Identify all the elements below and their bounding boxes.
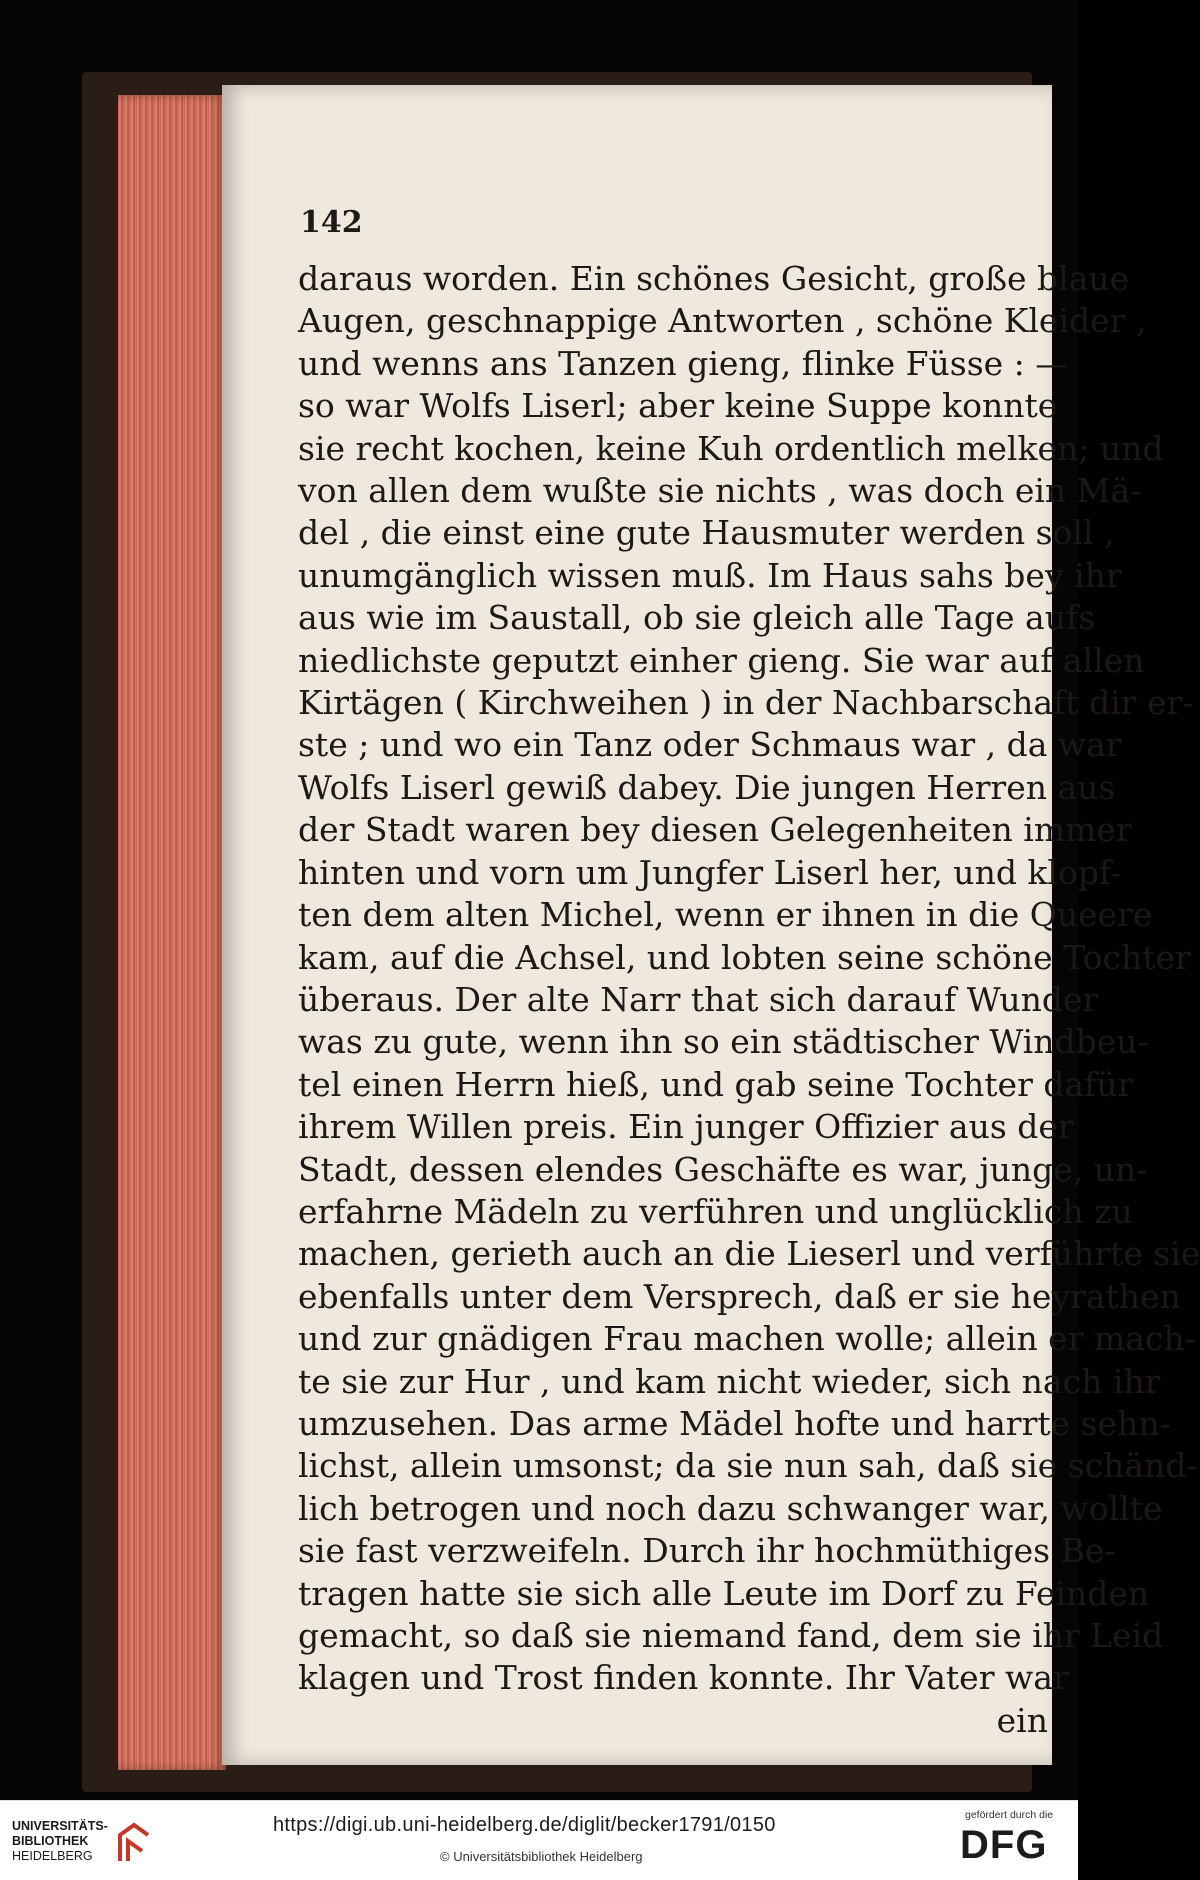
text-line: und zur gnädigen Frau machen wolle; allein er mach- <box>298 1319 1196 1359</box>
page-number: 142 <box>300 205 363 240</box>
text-line: klagen und Trost finden konnte. Ihr Vater war <box>298 1658 1069 1698</box>
viewer-footer <box>0 1800 1078 1880</box>
text-line: tel einen Herrn hieß, und gab seine Tochter dafür <box>298 1064 1134 1104</box>
page-edges-red <box>118 95 226 1770</box>
text-line: überaus. Der alte Narr that sich darauf Wunder <box>298 979 1099 1019</box>
text-line: so war Wolfs Liserl; aber keine Suppe konnte <box>298 386 1058 426</box>
text-line: Wolfs Liserl gewiß dabey. Die jungen Herren aus <box>298 767 1116 807</box>
text-line: daraus worden. Ein schönes Gesicht, große blaue <box>298 259 1130 298</box>
page-text <box>298 258 1200 1742</box>
text-line: hinten und vorn um Jungfer Liserl her, und klopf- <box>298 852 1122 892</box>
logo-line-1: UNIVERSITÄTS- <box>12 1819 108 1833</box>
library-emblem-icon <box>112 1821 154 1865</box>
text-line: kam, auf die Achsel, und lobten seine schöne Tochter <box>298 937 1191 977</box>
logo-line-3: HEIDELBERG <box>12 1849 93 1863</box>
text-line: ihrem Willen preis. Ein junger Offizier aus der <box>298 1107 1074 1147</box>
text-line: Stadt, dessen elendes Geschäfte es war, junge, un- <box>298 1149 1148 1189</box>
text-line: tragen hatte sie sich alle Leute im Dorf zu Feinden <box>298 1573 1150 1613</box>
text-line: aus wie im Saustall, ob sie gleich alle Tage aufs <box>298 598 1096 638</box>
text-line: erfahrne Mädeln zu verführen und unglücklich zu <box>298 1191 1133 1231</box>
text-line: Augen, geschnappige Antworten , schöne Kleider , <box>298 301 1147 341</box>
text-line: sie recht kochen, keine Kuh ordentlich melken; und <box>298 428 1164 468</box>
text-line: ten dem alten Michel, wenn er ihnen in die Queere <box>298 895 1153 935</box>
text-line: und wenns ans Tanzen gieng, flinke Füsse : — <box>298 343 1069 383</box>
text-line: niedlichste geputzt einher gieng. Sie war auf allen <box>298 640 1145 680</box>
funded-by-label: gefördert durch die <box>965 1809 1054 1821</box>
copyright-notice: © Universitätsbibliothek Heidelberg <box>440 1849 643 1864</box>
text-line: ste ; und wo ein Tanz oder Schmaus war , da war <box>298 725 1122 765</box>
text-line: Kirtägen ( Kirchweihen ) in der Nachbarschaft dir er- <box>298 683 1194 723</box>
text-line: machen, gerieth auch an die Lieserl und verführte sie <box>298 1234 1200 1274</box>
text-line: der Stadt waren bey diesen Gelegenheiten immer <box>298 810 1132 850</box>
text-line: ebenfalls unter dem Versprech, daß er sie heyrathen <box>298 1276 1181 1316</box>
logo-text <box>12 1819 108 1864</box>
text-line: gemacht, so daß sie niemand fand, dem sie ihr Leid <box>298 1616 1164 1655</box>
logo-line-2: BIBLIOTHEK <box>12 1834 89 1848</box>
catchword: ein <box>996 1700 1048 1740</box>
text-line: unumgänglich wissen muß. Im Haus sahs bey ihr <box>298 555 1122 595</box>
text-line: te sie zur Hur , und kam nicht wieder, sich nach ihr <box>298 1361 1161 1401</box>
text-line: umzusehen. Das arme Mädel hofte und harrte sehn- <box>298 1403 1171 1443</box>
text-line: was zu gute, wenn ihn so ein städtischer Windbeu- <box>298 1022 1149 1062</box>
text-line: lich betrogen und noch dazu schwanger war, wollte <box>298 1488 1163 1528</box>
text-line: lichst, allein umsonst; da sie nun sah, daß sie schänd- <box>298 1446 1198 1486</box>
text-line: von allen dem wußte sie nichts , was doch ein Mä- <box>298 471 1142 511</box>
permalink-url[interactable]: https://digi.ub.uni-heidelberg.de/diglit/becker1791/0150 <box>273 1814 776 1836</box>
text-line: del , die einst eine gute Hausmuter werden soll , <box>298 513 1115 553</box>
dfg-logo[interactable]: DFG <box>960 1823 1048 1867</box>
university-library-logo[interactable] <box>12 1819 187 1871</box>
text-line: sie fast verzweifeln. Durch ihr hochmüthiges Be- <box>298 1531 1116 1571</box>
